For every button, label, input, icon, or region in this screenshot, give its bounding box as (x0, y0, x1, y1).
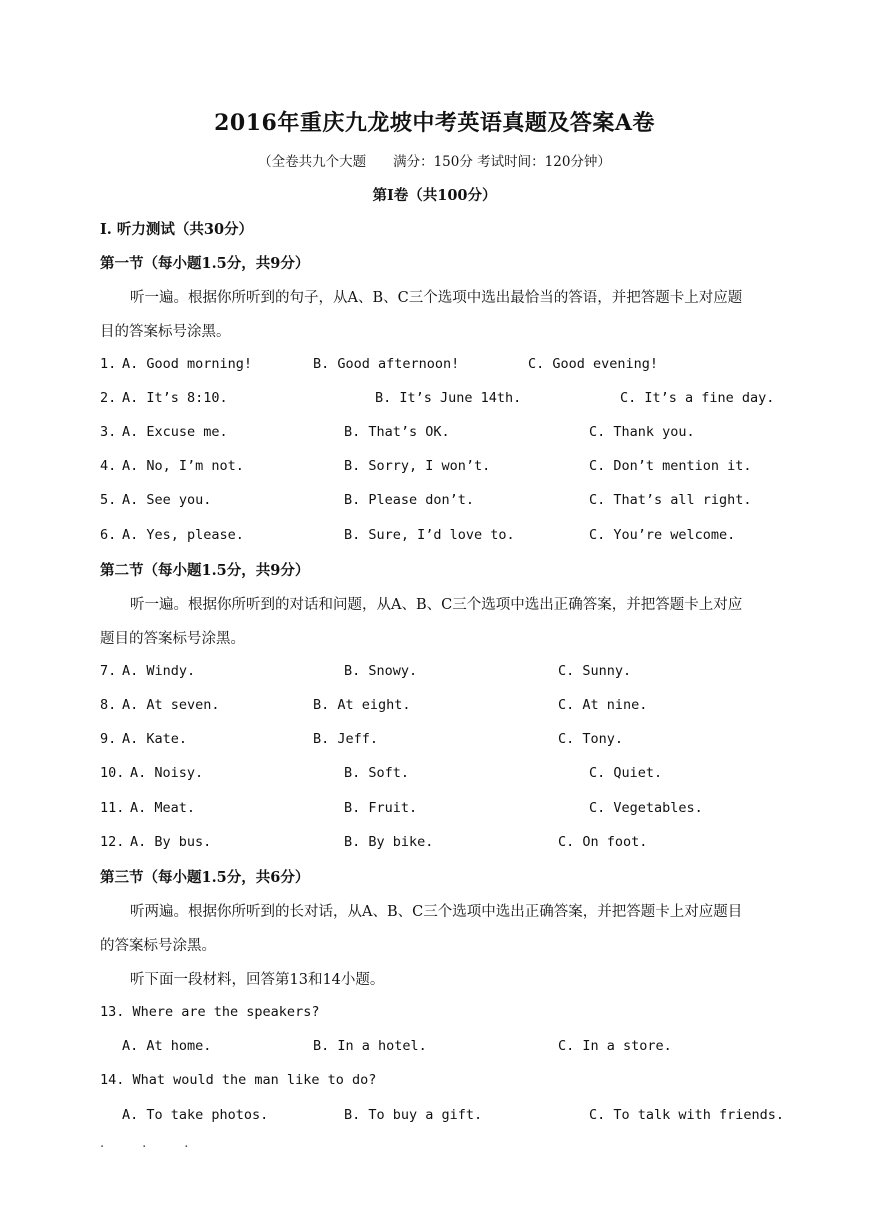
option-b: B. That’s OK. (344, 424, 450, 440)
option-c: C. Vegetables. (589, 800, 703, 816)
option-c: C. In a store. (558, 1038, 672, 1054)
question-number: 10. (100, 765, 125, 781)
option-b: B. Soft. (344, 765, 410, 781)
question-text: 13. Where are the speakers? (100, 1004, 320, 1020)
option-b: B. Good afternoon! (313, 356, 460, 372)
sec3-instruction-line2: 的答案标号涂黑。 (100, 938, 216, 954)
option-b: B. By bike. (344, 834, 434, 850)
question-number: 11. (100, 800, 125, 816)
sec3-instruction-line1: 听两遍。根据你所听到的长对话，从A、B、C三个选项中选出正确答案，并把答题卡上对应题目 (130, 904, 743, 920)
sec1-instruction-line1: 听一遍。根据你所听到的句子，从A、B、C三个选项中选出最恰当的答语，并把答题卡上对应题 (130, 290, 743, 306)
sec2-instruction-line2: 题目的答案标号涂黑。 (100, 631, 245, 647)
option-c: C. Tony. (558, 731, 624, 747)
question-number: 7. (100, 663, 117, 679)
option-a: A. Windy. (122, 663, 196, 679)
option-a: A. Meat. (130, 800, 196, 816)
option-b: B. Please don’t. (344, 492, 475, 508)
option-c: C. To talk with friends. (589, 1107, 785, 1123)
question-number: 3. (100, 424, 117, 440)
question-number: 5. (100, 492, 117, 508)
option-b: B. Sure, I’d love to. (344, 527, 515, 543)
question-number: 1. (100, 356, 117, 372)
option-a: A. Noisy. (130, 765, 204, 781)
question-number: 4. (100, 458, 117, 474)
option-a: A. Kate. (122, 731, 188, 747)
option-b: B. Sorry, I won’t. (344, 458, 491, 474)
option-c: C. Sunny. (558, 663, 632, 679)
option-c: C. Good evening! (528, 356, 659, 372)
footer-dots: ... (100, 1136, 227, 1151)
option-a: A. By bus. (130, 834, 212, 850)
option-c: C. It’s a fine day. (620, 390, 775, 406)
option-c: C. At nine. (558, 697, 648, 713)
option-c: C. Don’t mention it. (589, 458, 752, 474)
sec3-heading: 第三节（每小题1.5分，共6分） (100, 869, 310, 886)
sec1-instruction-line2: 目的答案标号涂黑。 (100, 324, 231, 340)
option-c: C. You’re welcome. (589, 527, 736, 543)
option-a: A. At home. (122, 1038, 212, 1054)
option-b: B. In a hotel. (313, 1038, 427, 1054)
section-title: I. 听力测试（共30分） (100, 221, 254, 238)
exam-info: （全卷共九个大题 满分：150分 考试时间：120分钟） (258, 154, 611, 170)
option-a: A. See you. (122, 492, 212, 508)
question-number: 12. (100, 834, 125, 850)
option-c: C. That’s all right. (589, 492, 752, 508)
option-c: C. Thank you. (589, 424, 695, 440)
part-title: 第Ⅰ卷（共100分） (372, 187, 497, 204)
option-b: B. Jeff. (313, 731, 379, 747)
question-number: 9. (100, 731, 117, 747)
option-a: A. Good morning! (122, 356, 253, 372)
option-a: A. To take photos. (122, 1107, 269, 1123)
option-a: A. At seven. (122, 697, 220, 713)
question-number: 6. (100, 527, 117, 543)
option-b: B. To buy a gift. (344, 1107, 483, 1123)
sec2-heading: 第二节（每小题1.5分，共9分） (100, 562, 310, 579)
sec1-heading: 第一节（每小题1.5分，共9分） (100, 255, 310, 272)
option-b: B. Fruit. (344, 800, 418, 816)
question-number: 8. (100, 697, 117, 713)
sec2-instruction-line1: 听一遍。根据你所听到的对话和问题，从A、B、C三个选项中选出正确答案，并把答题卡上对应 (130, 597, 743, 613)
option-a: A. Yes, please. (122, 527, 244, 543)
option-b: B. At eight. (313, 697, 411, 713)
question-text: 14. What would the man like to do? (100, 1072, 377, 1088)
sec3-material-note: 听下面一段材料，回答第13和14小题。 (130, 972, 385, 988)
option-a: A. It’s 8:10. (122, 390, 228, 406)
option-c: C. On foot. (558, 834, 648, 850)
question-number: 2. (100, 390, 117, 406)
option-a: A. No, I’m not. (122, 458, 244, 474)
option-c: C. Quiet. (589, 765, 663, 781)
option-b: B. Snowy. (344, 663, 418, 679)
option-a: A. Excuse me. (122, 424, 228, 440)
page-title: 2016年重庆九龙坡中考英语真题及答案A卷 (214, 110, 655, 136)
option-b: B. It’s June 14th. (375, 390, 522, 406)
